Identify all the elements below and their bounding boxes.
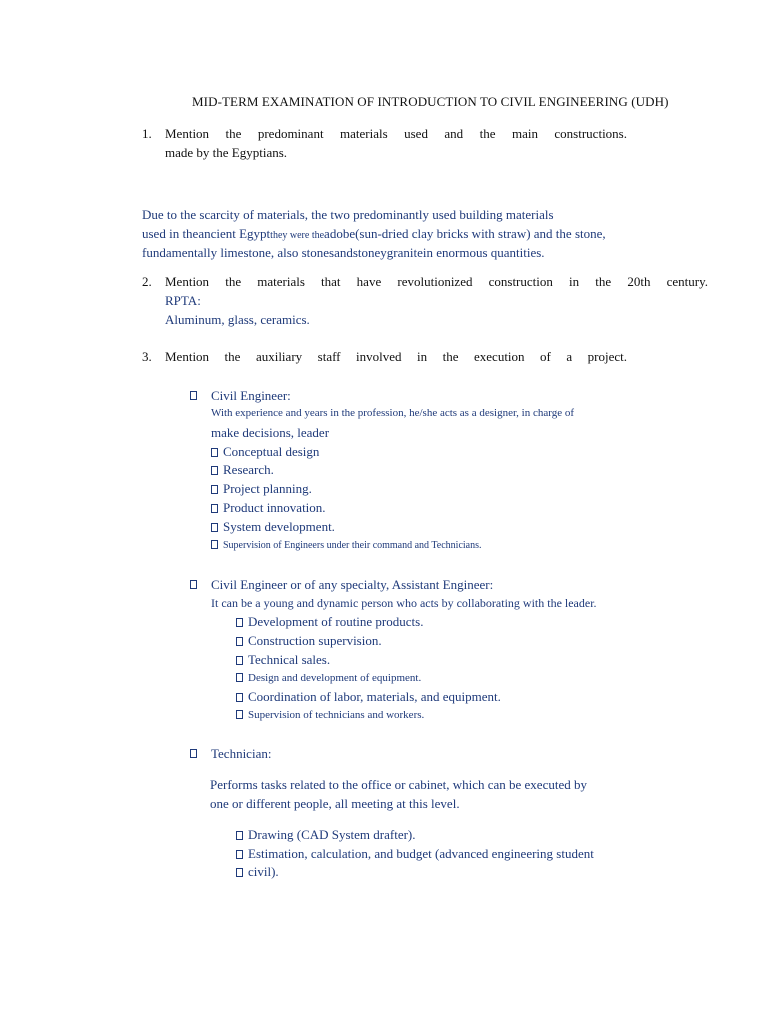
- question-3-text: Mention the auxiliary staff involved in the execution of a project.: [165, 349, 627, 364]
- list-item: [236, 652, 330, 668]
- list-item: [211, 519, 335, 535]
- list-item: [236, 827, 416, 843]
- answer-1-line-3: fundamentally limestone, also stonesandstoneygranitein enormous quantities.: [142, 245, 545, 260]
- list-item: [236, 709, 424, 721]
- assistant-engineer-desc: It can be a young and dynamic person who acts by collaborating with the leader.: [211, 596, 597, 610]
- answer-1-text-b: adobe(sun-dried clay bricks with straw) and the stone,: [324, 226, 606, 241]
- list-item: [236, 689, 501, 705]
- list-item: [236, 864, 279, 880]
- list-item-label: Coordination of labor, materials, and equipment.: [248, 689, 501, 704]
- list-item-label: Supervision of Engineers under their command and Technicians.: [223, 540, 482, 551]
- checkbox-icon: [236, 831, 243, 840]
- answer-2-label: RPTA:: [165, 293, 201, 308]
- list-item-label: Technical sales.: [248, 652, 331, 667]
- list-item: [236, 614, 423, 630]
- list-item-label: Construction supervision.: [248, 633, 382, 648]
- civil-engineer-desc-1: With experience and years in the profession, he/she acts as a designer, in charge of: [211, 407, 574, 419]
- checkbox-icon: [236, 850, 243, 859]
- checkbox-icon: [211, 448, 218, 457]
- question-2-text: Mention the materials that have revolutionized construction in the 20th century.: [165, 274, 708, 289]
- list-item: [211, 481, 312, 497]
- question-1-text-cont: made by the Egyptians.: [165, 145, 288, 160]
- assistant-engineer-heading: Civil Engineer or of any specialty, Assistant Engineer:: [211, 577, 494, 592]
- checkbox-icon: [236, 710, 243, 719]
- list-item: [211, 540, 482, 551]
- answer-2-text: Aluminum, glass, ceramics.: [165, 312, 310, 327]
- question-1-number: 1.: [142, 126, 152, 141]
- list-item: [236, 633, 382, 649]
- list-item: [211, 444, 319, 460]
- page-title: MID-TERM EXAMINATION OF INTRODUCTION TO CIVIL ENGINEERING (UDH): [192, 94, 669, 109]
- list-item: [236, 846, 594, 862]
- question-3-number: 3.: [142, 349, 152, 364]
- list-item-label: Project planning.: [223, 481, 312, 496]
- list-item-label: Conceptual design: [223, 444, 320, 459]
- list-item-label: Drawing (CAD System drafter).: [248, 827, 416, 842]
- answer-1-line-1: Due to the scarcity of materials, the two predominantly used building materials: [142, 207, 554, 222]
- checkbox-icon: [211, 485, 218, 494]
- list-item: [211, 462, 274, 478]
- list-item: [236, 672, 421, 684]
- checkbox-icon: [190, 580, 197, 589]
- checkbox-icon: [190, 749, 197, 758]
- technician-heading: Technician:: [211, 746, 272, 761]
- list-item-label: civil).: [248, 864, 279, 879]
- checkbox-icon: [236, 868, 243, 877]
- question-2-number: 2.: [142, 274, 152, 289]
- list-item-label: Estimation, calculation, and budget (advanced engineering student: [248, 846, 594, 861]
- checkbox-icon: [211, 466, 218, 475]
- civil-engineer-heading: Civil Engineer:: [211, 388, 291, 403]
- list-item: [211, 500, 326, 516]
- checkbox-icon: [236, 693, 243, 702]
- list-item-label: Design and development of equipment.: [248, 672, 422, 684]
- technician-desc-2: one or different people, all meeting at this level.: [210, 796, 460, 811]
- list-item-label: Research.: [223, 462, 274, 477]
- technician-desc-1: Performs tasks related to the office or cabinet, which can be executed by: [210, 777, 587, 792]
- question-1-text: Mention the predominant materials used and the main constructions.: [165, 126, 627, 141]
- checkbox-icon: [211, 523, 218, 532]
- checkbox-icon: [211, 504, 218, 513]
- answer-1-line-2: [142, 224, 606, 245]
- answer-1-text-a: used in theancient Egypt: [142, 226, 271, 241]
- answer-1-small-text: they were the: [270, 230, 325, 241]
- checkbox-icon: [236, 637, 243, 646]
- checkbox-icon: [236, 673, 243, 682]
- checkbox-icon: [190, 391, 197, 400]
- list-item-label: Supervision of technicians and workers.: [248, 709, 425, 721]
- list-item-label: Product innovation.: [223, 500, 326, 515]
- civil-engineer-desc-2: make decisions, leader: [211, 425, 330, 440]
- checkbox-icon: [211, 540, 218, 549]
- list-item-label: Development of routine products.: [248, 614, 424, 629]
- checkbox-icon: [236, 656, 243, 665]
- list-item-label: System development.: [223, 519, 335, 534]
- checkbox-icon: [236, 618, 243, 627]
